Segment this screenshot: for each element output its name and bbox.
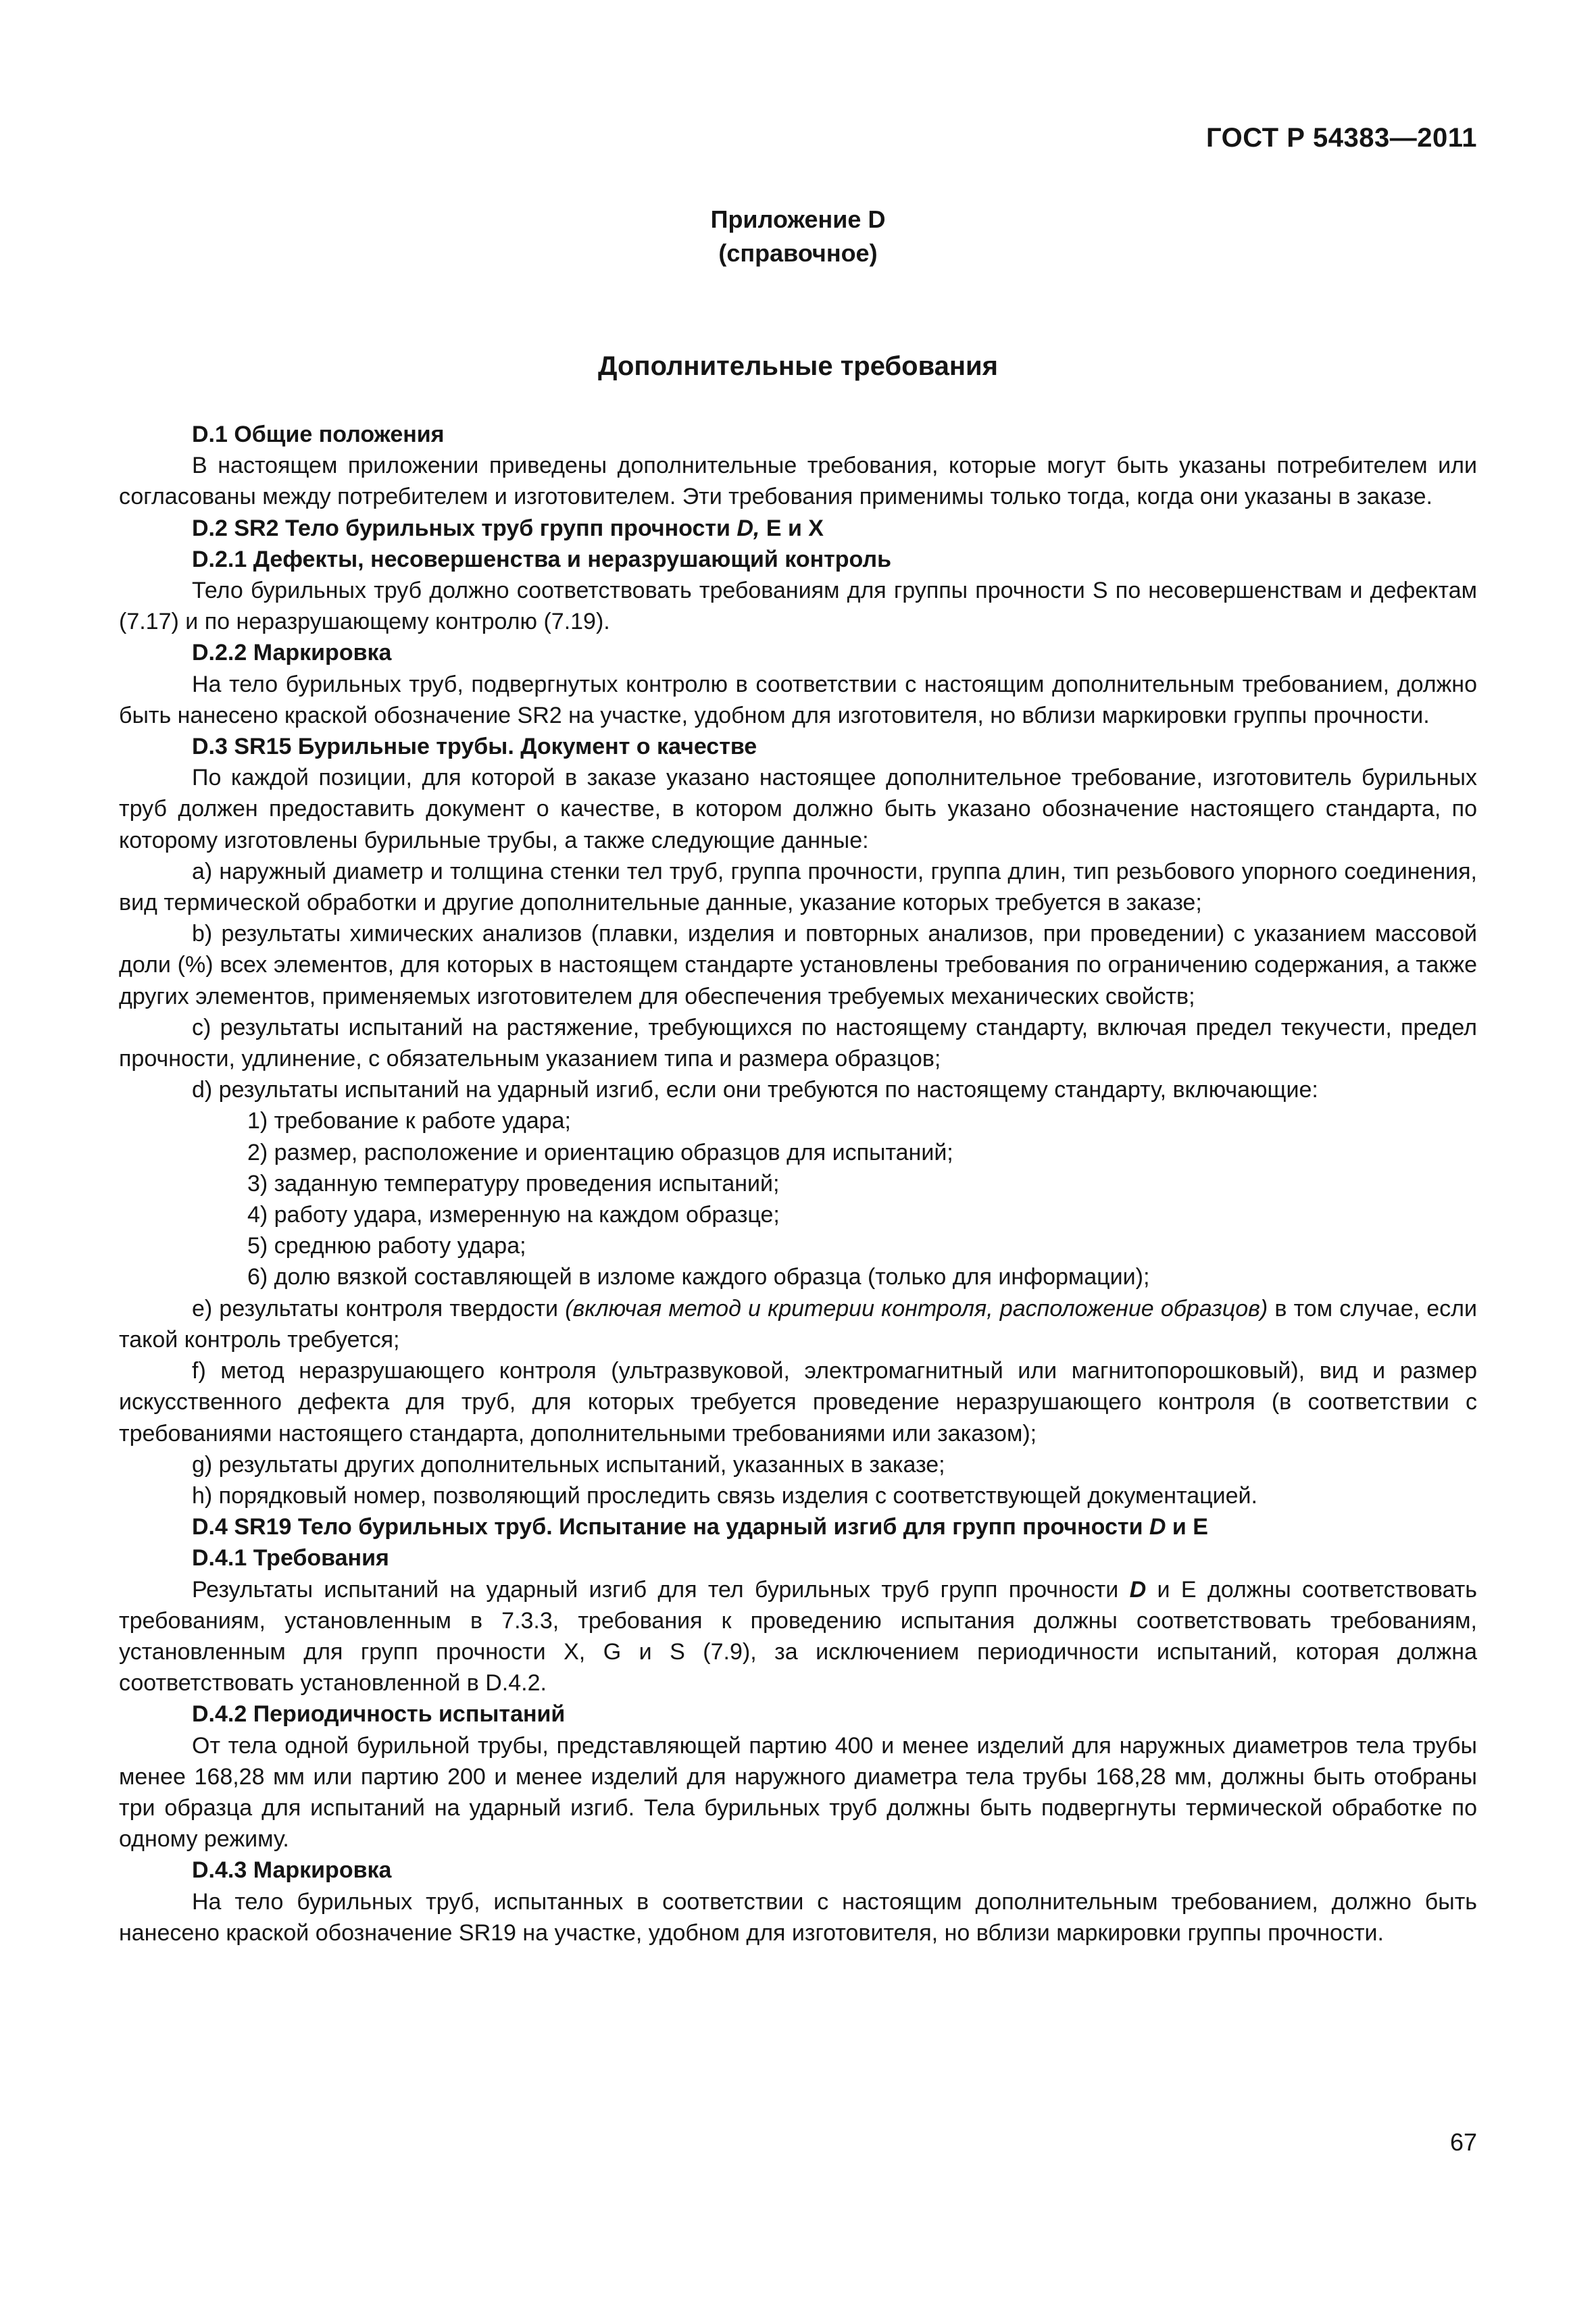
paragraph-d2-1: Тело бурильных труб должно соответствовать требованиям для группы прочности S по несовершенствам и дефектам (7.17) и по неразрушающему контролю (7.19).: [119, 578, 1477, 635]
document-code: ГОСТ Р 54383—2011: [1206, 123, 1477, 153]
page-number: 67: [1449, 2128, 1477, 2156]
paragraph-d1: В настоящем приложении приведены дополнительные требования, которые могут быть указаны потребителем или согласованы между потребителем и изготовителем. Эти требования применимы только тогда, когда они указаны в заказе.: [119, 453, 1477, 510]
annex-heading: [0, 203, 1596, 270]
list-item-h: h) порядковый номер, позволяющий проследить связь изделия с соответствующей документацией.: [192, 1482, 1257, 1509]
section-title: Дополнительные требования: [598, 351, 998, 381]
sub-item-4: 4) работу удара, измеренную на каждом образце;: [247, 1202, 780, 1228]
heading-d4-2: D.4.2 Периодичность испытаний: [192, 1701, 566, 1728]
paragraph-d4-2: От тела одной бурильной трубы, представляющей партию 400 и менее изделий для наружных диаметров тела трубы менее 168,28 мм или партию 200 и менее изделий для наружного диаметра тела трубы 168,28 мм, должны быть отобраны три образца для испытаний на ударный изгиб. Тела бурильных труб должны быть подвергнуты термической обработке по одному режиму.: [119, 1732, 1477, 1853]
sub-item-3: 3) заданную температуру проведения испытаний;: [247, 1170, 780, 1197]
sub-item-1: 1) требование к работе удара;: [247, 1108, 571, 1134]
list-item-c: с) результаты испытаний на растяжение, требующихся по настоящему стандарту, включая предел текучести, предел прочности, удлинение, с обязательным указанием типа и размера образцов;: [119, 1014, 1477, 1072]
list-item-b: b) результаты химических анализов (плавки, изделия и повторных анализов, при проведении) с указанием массовой доли (%) всех элементов, для которых в настоящем стандарте установлены требования по ограничению содержания, а также других элементов, применяемых изготовителем для обеспечения требуемых механических свойств;: [119, 921, 1477, 1009]
list-item-d: d) результаты испытаний на ударный изгиб, если они требуются по настоящему стандарту, включающие:: [192, 1077, 1318, 1103]
heading-d4: D.4 SR19 Тело бурильных труб. Испытание на ударный изгиб для групп прочности D и Е: [192, 1514, 1208, 1540]
paragraph-d2-2: На тело бурильных труб, подвергнутых контролю в соответствии с настоящим дополнительным требованием, должно быть нанесено краской обозначение SR2 на участке, удобном для изготовителя, но вблизи маркировки группы прочности.: [119, 671, 1477, 728]
annex-title: Приложение D: [710, 205, 886, 233]
list-item-a: а) наружный диаметр и толщина стенки тел труб, группа прочности, группа длин, тип резьбового упорного соединения, вид термической обработки и другие дополнительные данные, указание которых требуется в заказе;: [119, 858, 1477, 916]
heading-d4-1: D.4.1 Требования: [192, 1545, 389, 1571]
annex-kind: (справочное): [718, 239, 878, 267]
heading-d4-3: D.4.3 Маркировка: [192, 1857, 392, 1884]
sub-item-5: 5) среднюю работу удара;: [247, 1233, 526, 1259]
list-item-g: g) результаты других дополнительных испытаний, указанных в заказе;: [192, 1451, 945, 1478]
heading-d1: D.1 Общие положения: [192, 422, 445, 447]
paragraph-d3: По каждой позиции, для которой в заказе указано настоящее дополнительное требование, изготовитель бурильных труб должен предоставить документ о качестве, в котором должно быть указано обозначение настоящего стандарта, по которому изготовлены бурильные трубы, а также следующие данные:: [119, 765, 1477, 853]
heading-d2-2: D.2.2 Маркировка: [192, 640, 392, 666]
heading-d2: D.2 SR2 Тело бурильных труб групп прочности D, Е и X: [192, 515, 824, 541]
sub-item-2: 2) размер, расположение и ориентацию образцов для испытаний;: [247, 1139, 953, 1165]
list-item-f: f) метод неразрушающего контроля (ультразвуковой, электромагнитный или магнитопорошковый), вид и размер искусственного дефекта для труб, для которых требуется проведение неразрушающего контроля (в соответствии с требованиями настоящего стандарта, дополнительными требованиями или заказом);: [119, 1358, 1477, 1447]
paragraph-d4-1: Результаты испытаний на ударный изгиб для тел бурильных труб групп прочности D и Е должны соответствовать требованиям, установленным в 7.3.3, требования к проведению испытания должны соответствовать требованиям, установленным для групп прочности X, G и S (7.9), за исключением периодичности испытаний, которая должна соответствовать установленной в D.4.2.: [119, 1576, 1477, 1696]
heading-d2-1: D.2.1 Дефекты, несовершенства и неразрушающий контроль: [192, 546, 891, 572]
paragraph-d4-3: На тело бурильных труб, испытанных в соответствии с настоящим дополнительным требованием, должно быть нанесено краской обозначение SR19 на участке, удобном для изготовителя, но вблизи маркировки группы прочности.: [119, 1888, 1477, 1946]
sub-item-6: 6) долю вязкой составляющей в изломе каждого образца (только для информации);: [247, 1264, 1150, 1290]
document-body: [119, 419, 1477, 1948]
heading-d3: D.3 SR15 Бурильные трубы. Документ о качестве: [192, 734, 757, 760]
list-item-e: е) результаты контроля твердости (включая метод и критерии контроля, расположение образцов) в том случае, если такой контроль требуется;: [119, 1295, 1477, 1353]
